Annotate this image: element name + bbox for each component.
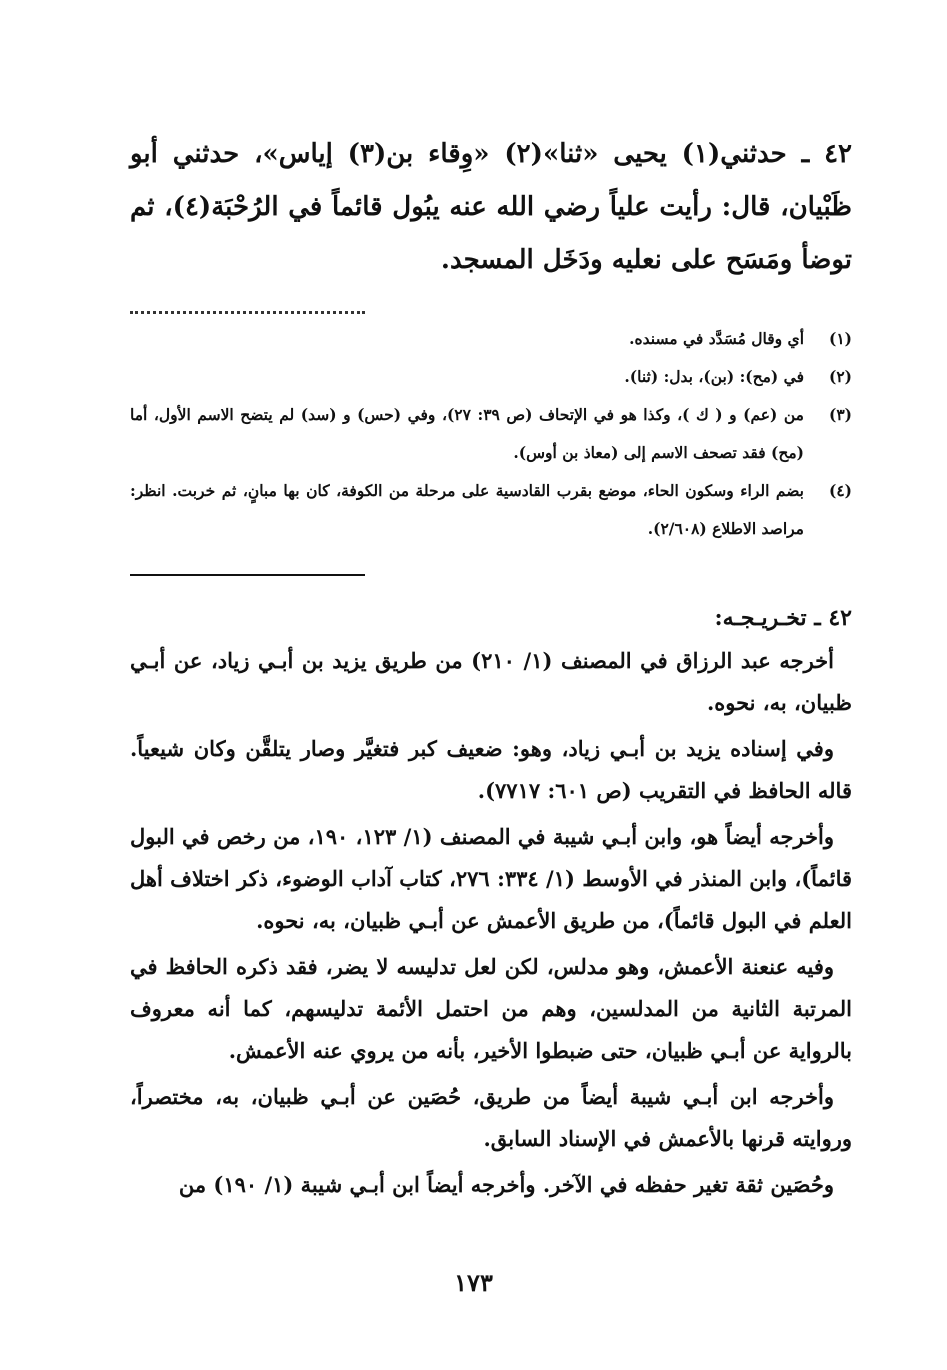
takhrij-paragraph: وفيه عنعنة الأعمش، وهو مدلس، لكن لعل تدليسه لا يضر، فقد ذكره الحافظ في المرتبة الثانية من المدلسين، وهم من احتمل الأئمة تدليسهم، كما أنه معروف بالرواية عن أبـي ظبيان، حتى ضبطوا الأخير، بأنه من يروي عنه الأعمش. <box>130 954 852 1063</box>
hadith-text-block <box>130 128 852 287</box>
footnote-number: (٤) <box>828 481 852 500</box>
book-page <box>130 128 852 1210</box>
footnote-text: أي وقال مُسَدَّد في مسنده. <box>629 329 804 348</box>
footnotes <box>130 320 852 548</box>
hadith-text: ٤٢ ـ حدثني(١) يحيى «ثنا»(٢) «وِقاء بن(٣) إياس»، حدثني أبو ظَبْيان، قال: رأيت علياً رضي الله عنه يبُول قائماً في الرُحْبَة(٤)، ثم توضأ ومَسَح على نعليه ودَخَل المسجد. <box>130 139 852 275</box>
takhrij-body <box>130 640 852 1206</box>
takhrij-paragraph: وفي إسناده يزيد بن أبـي زياد، وهو: ضعيف كبر فتغيَّر وصار يتلقَّن وكان شيعياً. قاله الحافظ في التقريب (ص ٦٠١: ٧٧١٧). <box>130 736 852 803</box>
footnote-item <box>130 320 852 358</box>
section-divider <box>130 574 365 576</box>
takhrij-paragraph: وأخرجه ابن أبـي شيبة أيضاً من طريق، حُصَين عن أبـي ظبيان، به، مختصراً، وروايته قرنها بالأعمش في الإسناد السابق. <box>130 1084 852 1151</box>
takhrij-heading: ٤٢ ـ تخـريـجـه: <box>714 605 852 631</box>
page-number: ١٧٣ <box>454 1268 493 1297</box>
footnote-text: من (عم) و ( ك )، وكذا هو في الإتحاف (ص ٣٩: ٢٧)، وفي (حس) و (سد) لم يتضح الاسم الأول، أما (مح) فقد تصحف الاسم إلى (معاذ بن أوس). <box>130 405 804 462</box>
footnote-item <box>130 472 852 548</box>
footnote-item <box>130 396 852 472</box>
footnote-number: (٢) <box>828 367 852 386</box>
footnote-separator <box>130 305 365 314</box>
footnote-number: (٣) <box>828 405 852 424</box>
takhrij-paragraph: وحُصَين ثقة تغير حفظه في الآخر. وأخرجه أيضاً ابن أبـي شيبة (١/ ١٩٠) من <box>178 1172 834 1197</box>
takhrij-paragraph: أخرجه عبد الرزاق في المصنف (١/ ٢١٠) من طريق يزيد بن أبـي زياد، عن أبـي ظبيان، به، نحوه. <box>130 648 852 715</box>
footnote-number: (١) <box>828 329 852 348</box>
footnote-text: في (مح): (بن)، بدل: (ثنا). <box>624 367 804 386</box>
footnote-item <box>130 358 852 396</box>
footnote-text: بضم الراء وسكون الحاء، موضع بقرب القادسية على مرحلة من الكوفة، كان بها مبانٍ، ثم خربت. انظر: مراصد الاطلاع (٢/٦٠٨). <box>130 481 804 538</box>
takhrij-paragraph: وأخرجه أيضاً هو، وابن أبـي شيبة في المصنف (١/ ١٢٣، ١٩٠، من رخص في البول قائماً)، وابن المنذر في الأوسط (١/ ٣٣٤: ٢٧٦، كتاب آداب الوضوء، ذكر اختلاف أهل العلم في البول قائماً)، من طريق الأعمش عن أبـي ظبيان، به، نحوه. <box>130 824 853 933</box>
